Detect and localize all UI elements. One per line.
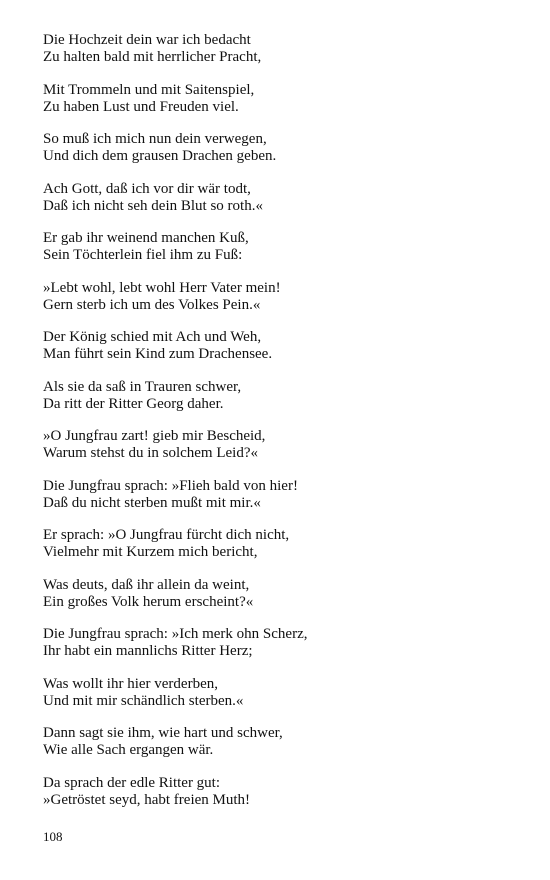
verse-line: So muß ich mich nun dein verwegen, bbox=[43, 131, 267, 147]
stanza bbox=[43, 478, 523, 512]
stanza bbox=[43, 577, 523, 611]
verse-line: Die Jungfrau sprach: »Flieh bald von hier! bbox=[43, 477, 298, 494]
stanza bbox=[43, 280, 523, 314]
verse-line: Ihr habt ein mannlichs Ritter Herz; bbox=[43, 643, 253, 659]
verse-line: Der König schied mit Ach und Weh, bbox=[43, 329, 262, 345]
stanza bbox=[43, 329, 523, 363]
verse-line: »O Jungfrau zart! gieb mir Bescheid, bbox=[43, 428, 266, 444]
page-number: 108 bbox=[43, 829, 63, 844]
verse-line: Zu haben Lust und Freuden viel. bbox=[43, 98, 239, 115]
verse-line: Daß ich nicht seh dein Blut so roth.« bbox=[43, 197, 263, 214]
verse-line: Daß du nicht sterben mußt mit mir.« bbox=[43, 494, 261, 511]
verse-line: Warum stehst du in solchem Leid?« bbox=[43, 445, 258, 461]
verse-line: Er sprach: »O Jungfrau fürcht dich nicht, bbox=[43, 527, 290, 543]
verse-line: »Getröstet seyd, habt freien Muth! bbox=[43, 791, 251, 808]
verse-line: Ein großes Volk herum erscheint?« bbox=[43, 593, 254, 610]
verse-line: Da ritt der Ritter Georg daher. bbox=[43, 395, 224, 412]
verse-line: Er gab ihr weinend manchen Kuß, bbox=[43, 230, 249, 246]
verse-line: Sein Töchterlein fiel ihm zu Fuß: bbox=[43, 247, 243, 263]
stanza bbox=[43, 181, 523, 215]
stanza bbox=[43, 676, 523, 710]
stanza bbox=[43, 82, 523, 116]
verse-line: Gern sterb ich um des Volkes Pein.« bbox=[43, 296, 261, 313]
stanza bbox=[43, 725, 523, 759]
stanza bbox=[43, 32, 523, 66]
verse-line: Man führt sein Kind zum Drachensee. bbox=[43, 346, 273, 362]
stanza bbox=[43, 131, 523, 165]
verse-line: Die Hochzeit dein war ich bedacht bbox=[43, 32, 251, 48]
stanza bbox=[43, 428, 523, 462]
verse-line: Vielmehr mit Kurzem mich bericht, bbox=[43, 544, 258, 560]
stanza bbox=[43, 527, 523, 561]
verse-line: Was deuts, daß ihr allein da weint, bbox=[43, 576, 250, 593]
poem-body bbox=[43, 32, 523, 824]
verse-line: Als sie da saß in Trauren schwer, bbox=[43, 378, 242, 395]
verse-line: Was wollt ihr hier verderben, bbox=[43, 675, 218, 692]
verse-line: Die Jungfrau sprach: »Ich merk ohn Scherz, bbox=[43, 626, 308, 642]
stanza bbox=[43, 230, 523, 264]
stanza bbox=[43, 626, 523, 660]
verse-line: Dann sagt sie ihm, wie hart und schwer, bbox=[43, 725, 283, 741]
stanza bbox=[43, 775, 523, 809]
verse-line: Ach Gott, daß ich vor dir wär todt, bbox=[43, 180, 251, 197]
verse-line: Wie alle Sach ergangen wär. bbox=[43, 742, 214, 758]
verse-line: Da sprach der edle Ritter gut: bbox=[43, 774, 221, 791]
verse-line: Und dich dem grausen Drachen geben. bbox=[43, 148, 277, 164]
verse-line: Zu halten bald mit herrlicher Pracht, bbox=[43, 49, 262, 65]
stanza bbox=[43, 379, 523, 413]
verse-line: »Lebt wohl, lebt wohl Herr Vater mein! bbox=[43, 279, 281, 296]
verse-line: Mit Trommeln und mit Saitenspiel, bbox=[43, 81, 255, 98]
verse-line: Und mit mir schändlich sterben.« bbox=[43, 692, 244, 709]
